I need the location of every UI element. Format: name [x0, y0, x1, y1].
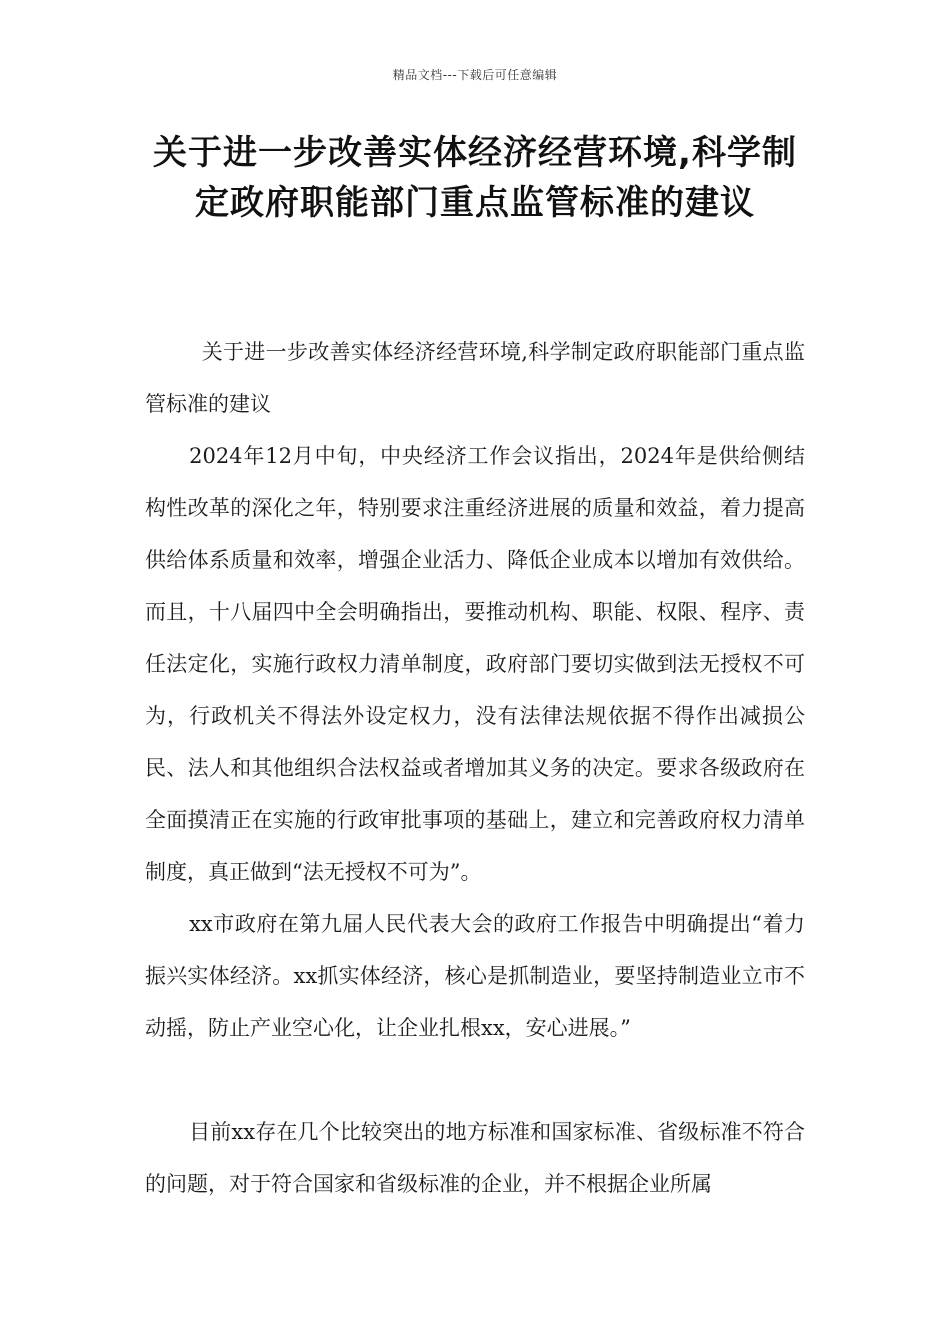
document-title: 关于进一步改善实体经济经营环境,科学制定政府职能部门重点监管标准的建议	[153, 133, 797, 223]
paragraph-economic-conference: 2024年12月中旬，中央经济工作会议指出，2024年是供给侧结构性改革的深化之年，特别要求注重经济进展的质量和效益，着力提高供给体系质量和效率，增强企业活力、降低企业成本以增加有效供给。而且，十八届四中全会明确指出，要推动机构、职能、权限、程序、责任法定化，实施行政权力清单制度，政府部门要切实做到法无授权不可为，行政机关不得法外设定权力，没有法律法规依据不得作出减损公民、法人和其他组织合法权益或者增加其义务的决定。要求各级政府在全面摸清正在实施的行政审批事项的基础上，建立和完善政府权力清单制度，真正做到“法无授权不可为”。	[145, 444, 805, 884]
paragraph-city-report: xx市政府在第九届人民代表大会的政府工作报告中明确提出“着力振兴实体经济。xx抓实体经济，核心是抓制造业，要坚持制造业立市不动摇，防止产业空心化，让企业扎根xx，安心进展。”	[145, 912, 805, 1040]
paragraph-standards-issue: 目前xx存在几个比较突出的地方标准和国家标准、省级标准不符合的问题，对于符合国家和省级标准的企业，并不根据企业所属	[145, 1120, 805, 1196]
page-header: 精品文档---下载后可任意编辑	[392, 68, 558, 82]
paragraph-subtitle: 关于进一步改善实体经济经营环境,科学制定政府职能部门重点监管标准的建议	[145, 340, 805, 416]
document-body	[145, 326, 805, 1210]
